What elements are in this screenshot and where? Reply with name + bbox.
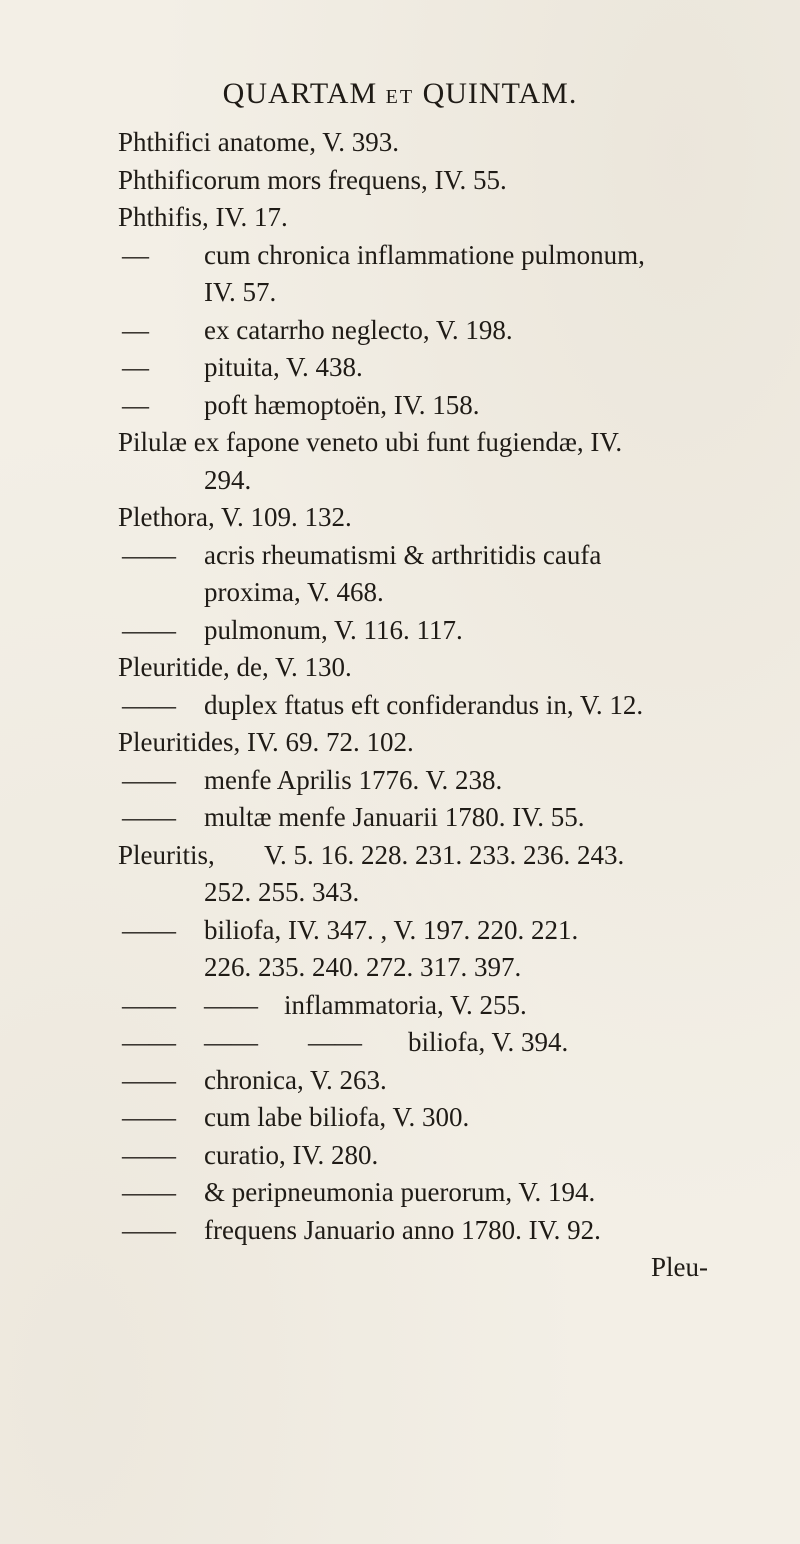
index-line [118,949,788,987]
repeat-dash: —— [122,914,176,945]
index-subentry-text: ex catarrho neglecto, V. 198. [204,314,513,345]
repeat-dash: —— [308,1027,362,1057]
index-line [118,799,788,837]
repeat-dash: —— [204,989,258,1020]
index-lemma: Pleuritis, [118,839,215,870]
index-line [118,462,788,500]
index-entry-text: Pilulæ ex fapone veneto ubi funt fugiendæ, IV. [118,427,623,457]
repeat-dash: — [122,352,149,382]
index-continuation-text: 226. 235. 240. 272. 317. 397. [204,952,522,982]
index-line [118,124,788,162]
index-entry-text: Phthifis, IV. 17. [118,202,288,232]
index-subentry-text: poft hæmoptoën, IV. 158. [204,389,480,420]
repeat-dash: —— [122,802,176,832]
index-continuation-text: IV. 57. [204,277,277,307]
index-line [118,612,788,650]
index-line [118,499,788,537]
index-line [118,312,788,350]
repeat-dash: —— [122,1064,176,1095]
index-subentry-text: cum labe biliofa, V. 300. [204,1102,470,1132]
index-line [118,649,788,687]
index-line [118,687,788,725]
index-line [118,349,788,387]
index-subentry-text: chronica, V. 263. [204,1064,387,1095]
index-subentry-text: acris rheumatismi & arthritidis caufa [204,539,602,570]
index-entry-text: V. 5. 16. 228. 231. 233. 236. 243. [264,839,625,870]
repeat-dash: —— [122,764,176,795]
index-subentry-text: pulmonum, V. 116. 117. [204,614,463,645]
index-line [118,1249,788,1287]
running-head [0,74,800,117]
index-entry-text: Pleuritides, IV. 69. 72. 102. [118,727,414,757]
catchword: Pleu- [651,1252,708,1282]
repeat-dash: —— [122,1139,176,1170]
repeat-dash: — [122,239,149,270]
index-line [118,987,788,1025]
index-line [118,574,788,612]
index-subentry-text: duplex ftatus eft confiderandus in, V. 12. [204,689,644,720]
index-line [118,199,788,237]
index-line [118,274,788,312]
index-subentry-text: pituita, V. 438. [204,352,363,382]
index-subentry-text: frequens Januario anno 1780. IV. 92. [204,1214,601,1245]
repeat-dash: —— [122,989,176,1020]
index-line [118,537,788,575]
index-line [118,724,788,762]
running-head-word-2: ET [385,86,415,108]
repeat-dash: — [122,314,149,345]
index-line [118,1137,788,1175]
index-line [118,912,788,950]
index-line [118,837,788,875]
index-line [118,874,788,912]
repeat-dash: —— [122,1027,176,1057]
index-subentry-text: menfe Aprilis 1776. V. 238. [204,764,503,795]
index-subentry-text: biliofa, V. 394. [408,1027,569,1057]
index-column [118,124,788,1287]
index-line [118,424,788,462]
running-head-word-1: QUARTAM [222,77,378,110]
repeat-dash: —— [122,1177,176,1207]
index-subentry-text: multæ menfe Januarii 1780. IV. 55. [204,802,585,832]
index-continuation-text: proxima, V. 468. [204,577,384,607]
index-line [118,762,788,800]
index-line [118,1062,788,1100]
index-entry-text: Plethora, V. 109. 132. [118,502,352,532]
index-subentry-text: curatio, IV. 280. [204,1139,379,1170]
index-line [118,1024,788,1062]
index-entry-text: Phthificorum mors frequens, IV. 55. [118,164,507,195]
repeat-dash: —— [122,689,176,720]
repeat-dash: —— [122,614,176,645]
repeat-dash: — [122,389,149,420]
index-line [118,162,788,200]
repeat-dash: —— [122,1102,176,1132]
index-subentry-text: cum chronica inflammatione pulmonum, [204,239,645,270]
running-head-word-3: QUINTAM. [422,77,578,110]
index-subentry-text: & peripneumonia puerorum, V. 194. [204,1177,596,1207]
index-line [118,1099,788,1137]
index-entry-text: Phthifici anatome, V. 393. [118,127,399,157]
index-subentry-text: inflammatoria, V. 255. [284,989,527,1020]
repeat-dash: —— [122,1214,176,1245]
index-entry-text: Pleuritide, de, V. 130. [118,652,352,682]
index-continuation-text: 252. 255. 343. [204,877,360,907]
index-line [118,387,788,425]
index-line [118,1174,788,1212]
index-line [118,1212,788,1250]
index-subentry-text: biliofa, IV. 347. , V. 197. 220. 221. [204,914,579,945]
index-continuation-text: 294. [204,464,252,495]
repeat-dash: —— [204,1027,258,1057]
index-line [118,237,788,275]
repeat-dash: —— [122,539,176,570]
